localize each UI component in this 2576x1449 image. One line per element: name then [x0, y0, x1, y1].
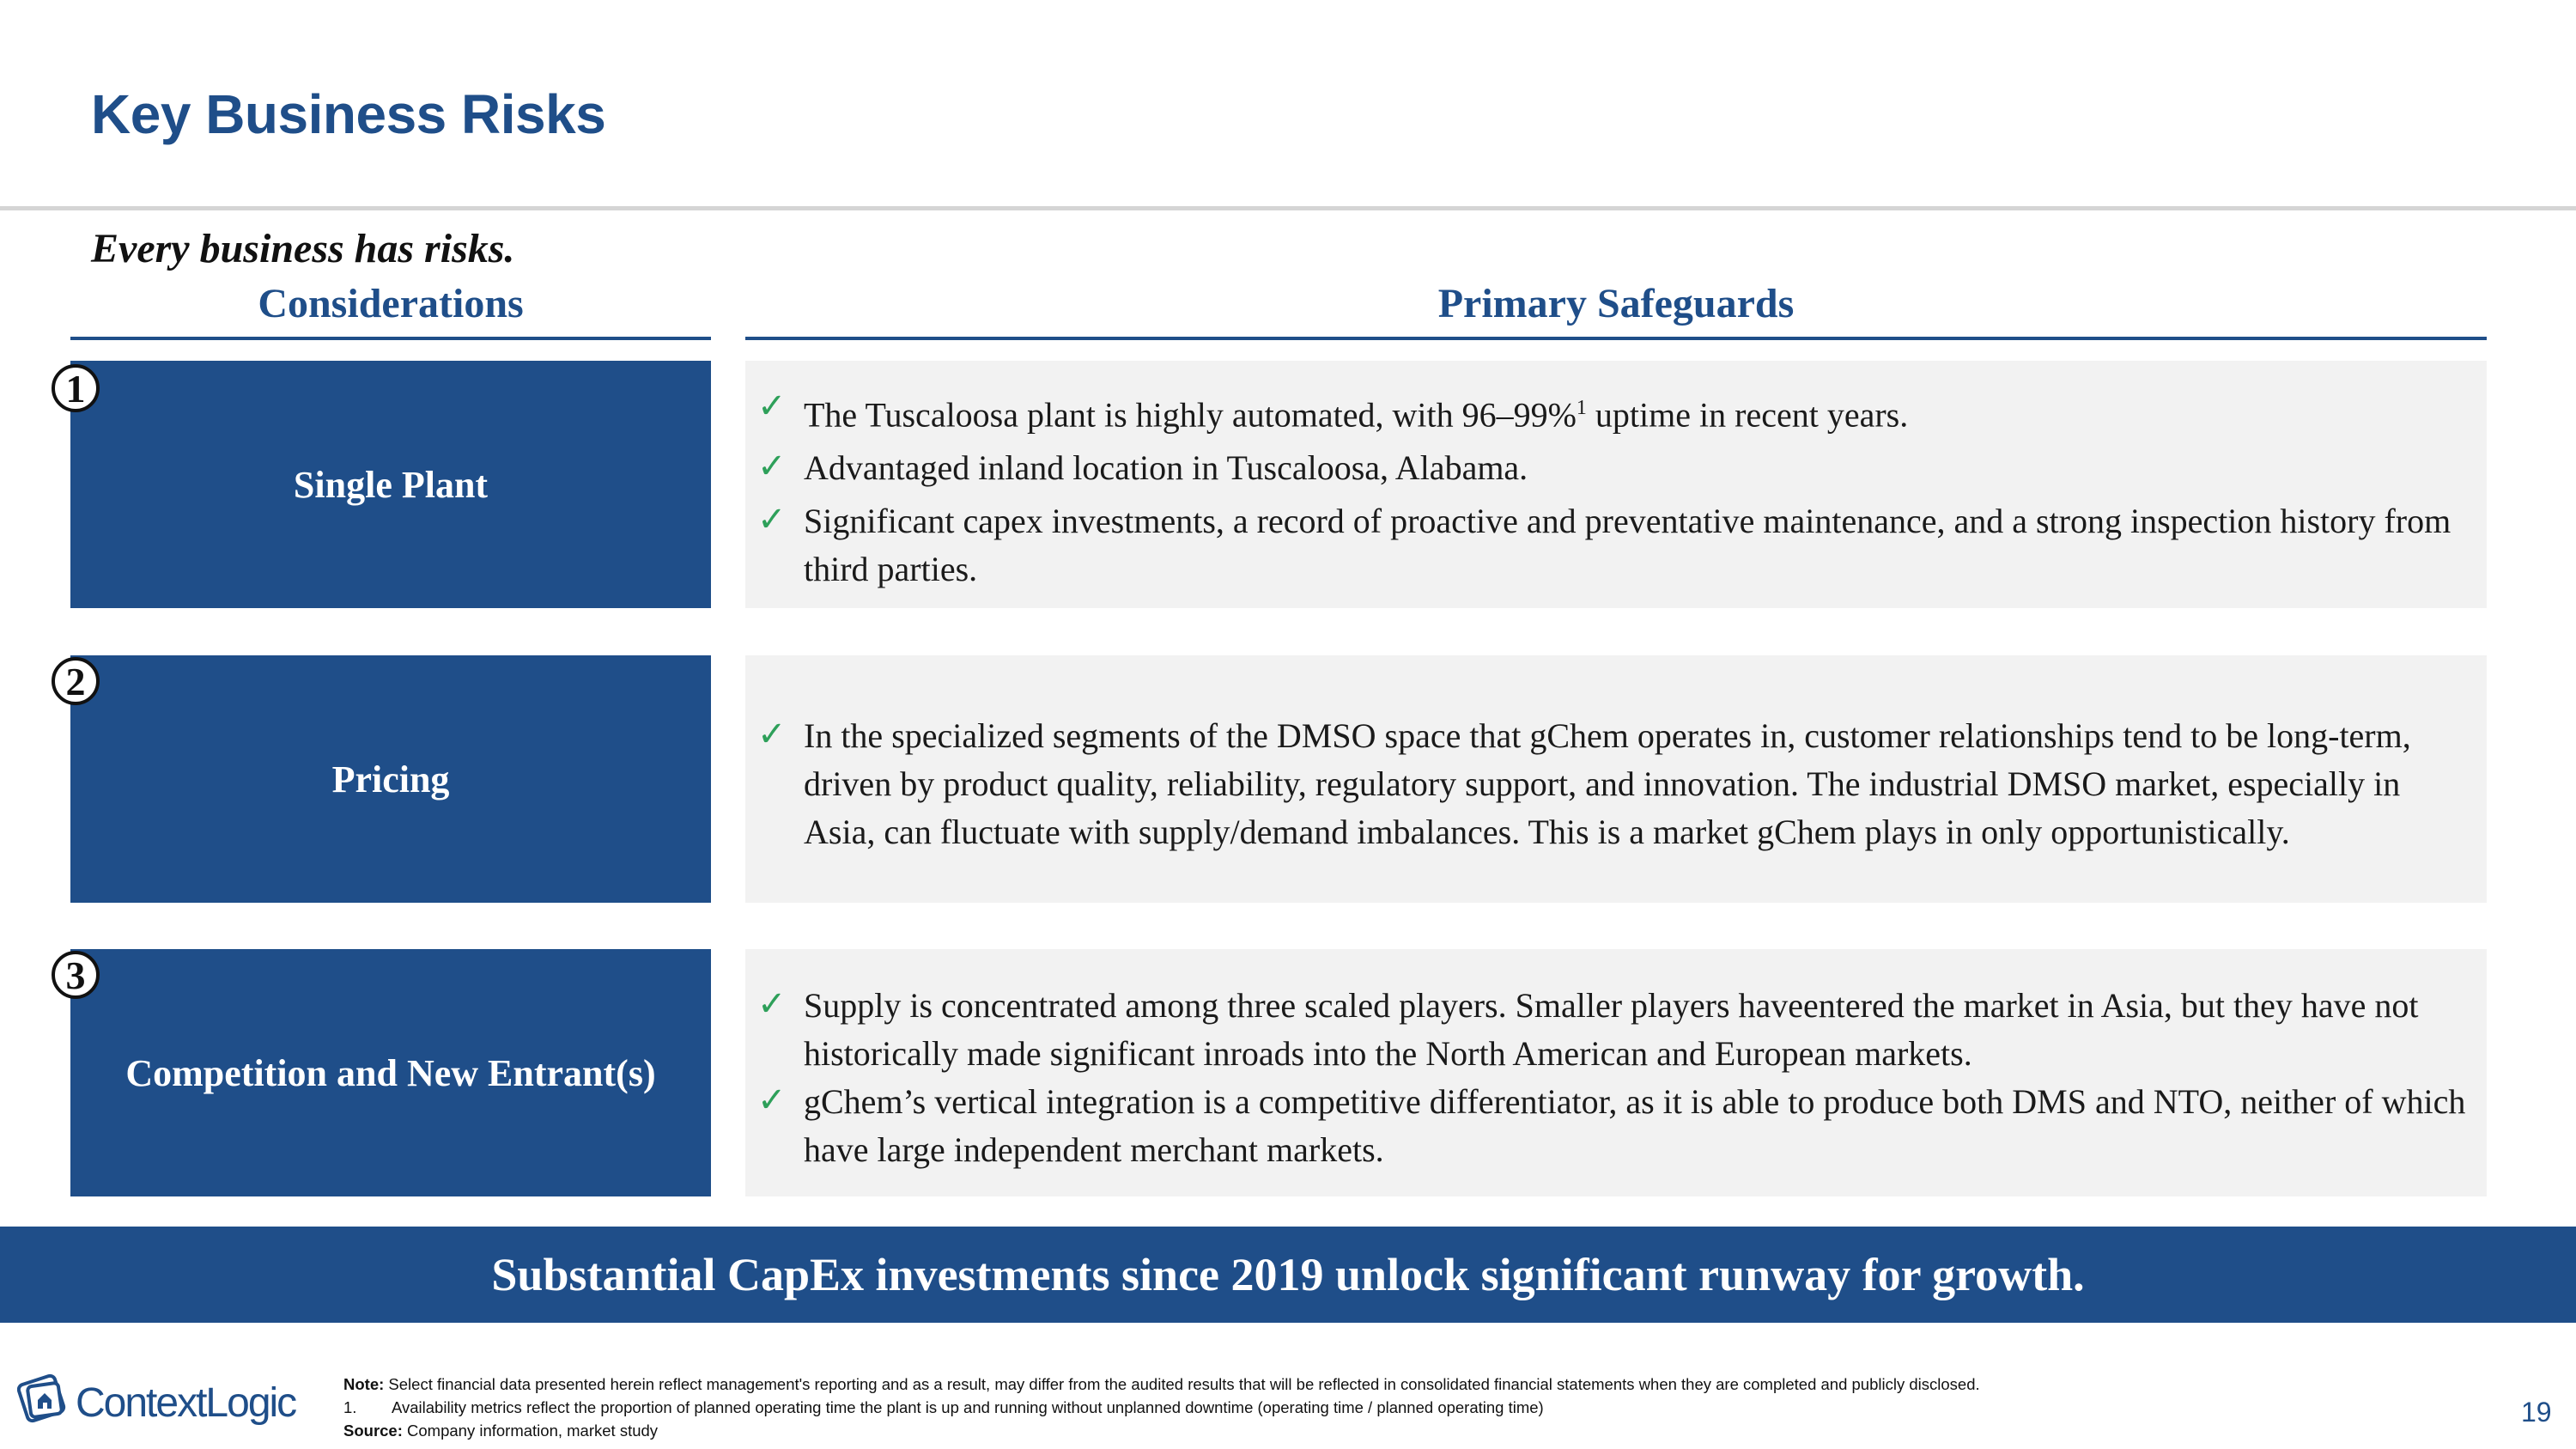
banner-text: Substantial CapEx investments since 2019 unlock significant runway for growth. [491, 1249, 2085, 1300]
risk-box-single-plant [70, 361, 711, 608]
page-title: Key Business Risks [91, 83, 606, 145]
risk-box-pricing [70, 655, 711, 903]
safeguard-bullet: ✓ Supply is concentrated among three scaled players. Smaller players haveentered the market in Asia, but they have not historically made significant inroads into the North American and European markets. [804, 982, 2475, 1078]
safeguards-panel-pricing [745, 655, 2487, 903]
safeguards-header: Primary Safeguards [1437, 281, 1795, 326]
note-line: Note: Select financial data presented herein reflect management's reporting and as a result, may differ from the audited results that will be reflected in consolidated financial statements when they are completed and publicly disclosed. [343, 1375, 1980, 1393]
footnote-line: 1. Availability metrics reflect the proportion of planned operating time the plant is up and running without unplanned downtime (operating time / planned operating time) [343, 1398, 1544, 1416]
safeguard-bullet: ✓ gChem’s vertical integration is a competitive differentiator, as it is able to produce both DMS and NTO, neither of which have large independent merchant markets. [804, 1078, 2475, 1174]
checkmark-icon: ✓ [757, 984, 787, 1024]
safeguards-panel-single-plant [745, 361, 2487, 608]
footnotes [343, 1373, 1980, 1442]
safeguard-bullet: ✓ Significant capex investments, a record of proactive and preventative maintenance, and a strong inspection history from third parties. [804, 497, 2475, 594]
tagline: Every business has risks. [91, 226, 515, 271]
risk-number-badge: 2 [52, 657, 100, 705]
title-divider [0, 206, 2576, 210]
checkmark-icon: ✓ [757, 500, 787, 540]
safeguard-bullet: ✓ The Tuscaloosa plant is highly automated, with 96–99%$^1$ uptime in recent years. [804, 384, 2475, 439]
source-line: Source: Company information, market study [343, 1422, 659, 1440]
checkmark-icon: ✓ [757, 447, 787, 487]
checkmark-icon: ✓ [757, 1081, 787, 1120]
considerations-header: Considerations [258, 281, 524, 326]
contextlogic-logo [17, 1371, 318, 1431]
safeguards-header-rule [745, 337, 2487, 340]
risk-label: Single Plant [293, 463, 489, 506]
risk-number-badge: 3 [52, 951, 100, 999]
risk-label: Competition and New Entrant(s) [125, 1051, 656, 1094]
page-number: 19 [2521, 1397, 2552, 1428]
risk-label: Pricing [331, 758, 450, 801]
risk-box-competition [70, 949, 711, 1196]
footnote-marker: 1 [1576, 396, 1587, 419]
checkmark-icon: ✓ [757, 715, 787, 754]
risk-number-badge: 1 [52, 364, 100, 412]
contextlogic-logo-icon [17, 1371, 72, 1426]
safeguards-panel-competition [745, 949, 2487, 1196]
logo-wordmark: ContextLogic [76, 1380, 296, 1426]
conclusion-banner [0, 1227, 2576, 1323]
checkmark-icon: ✓ [757, 386, 787, 426]
safeguard-bullet: ✓ Advantaged inland location in Tuscaloosa, Alabama. [804, 444, 2475, 492]
safeguard-bullet: ✓ In the specialized segments of the DMSO space that gChem operates in, customer relationships tend to be long-term, driven by product quality, reliability, regulatory support, and innovation. The industrial DMSO market, especially in Asia, can fluctuate with supply/demand imbalances. This is a market gChem plays in only opportunistically. [804, 712, 2475, 856]
considerations-header-rule [70, 337, 711, 340]
